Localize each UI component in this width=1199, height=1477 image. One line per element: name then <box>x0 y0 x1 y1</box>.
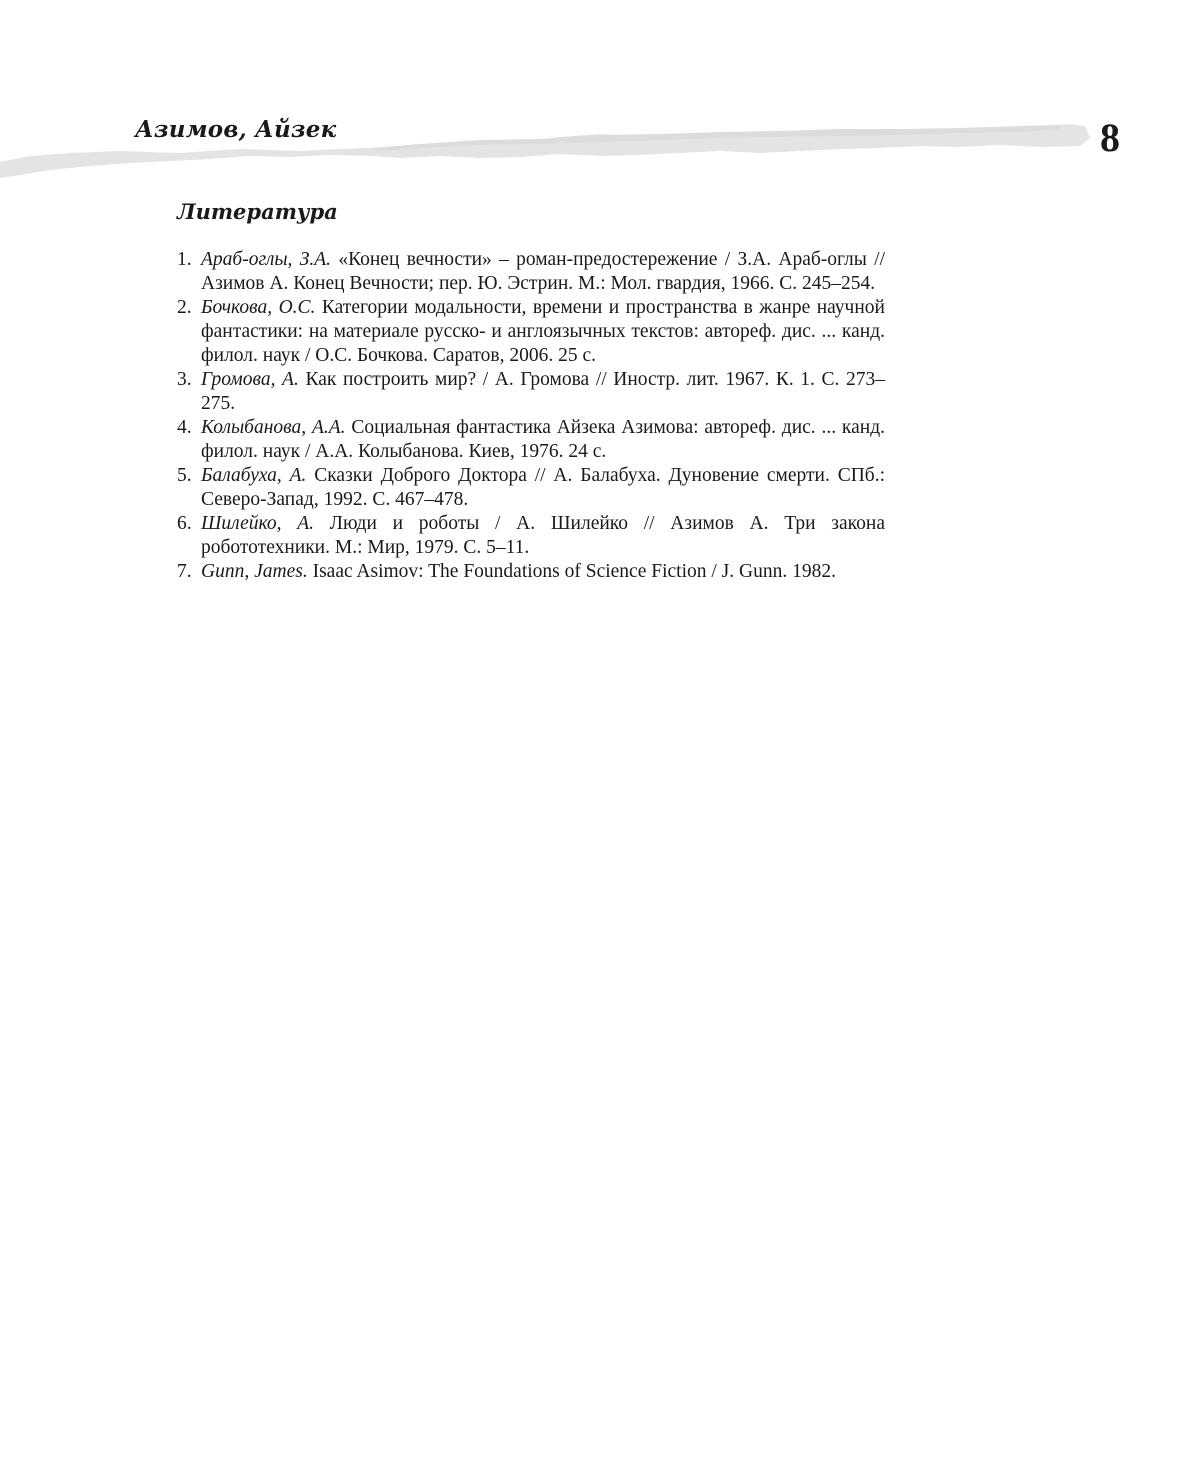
item-number: 6. <box>177 513 192 534</box>
item-text: Люди и роботы / А. Шилейко // Азимов А. Три закона робототехники. М.: Мир, 1979. С. 5–11. <box>201 513 885 558</box>
section-title: Литература <box>177 199 338 224</box>
item-number: 2. <box>177 297 192 318</box>
item-author: Громова, А. <box>201 369 299 390</box>
list-item <box>177 464 885 512</box>
item-author: Балабуха, А. <box>201 465 307 486</box>
list-item <box>177 296 885 368</box>
page-number: 8 <box>1100 115 1120 160</box>
bibliography-list <box>177 248 885 584</box>
item-number: 5. <box>177 465 192 486</box>
list-item <box>177 512 885 560</box>
item-number: 1. <box>177 249 192 270</box>
item-text: Isaac Asimov: The Foundations of Science Fiction / J. Gunn. 1982. <box>312 561 836 582</box>
list-item <box>177 248 885 296</box>
list-item <box>177 560 885 584</box>
item-author: Араб-оглы, З.А. <box>201 249 332 270</box>
list-item <box>177 416 885 464</box>
item-author: Колыбанова, А.А. <box>201 417 346 438</box>
item-author: Шилейко, А. <box>201 513 314 534</box>
list-item <box>177 368 885 416</box>
item-author: Gunn, James. <box>201 561 308 582</box>
item-author: Бочкова, О.С. <box>201 297 316 318</box>
item-number: 4. <box>177 417 192 438</box>
item-text: Как построить мир? / А. Громова // Иностр. лит. 1967. К. 1. С. 273–275. <box>201 369 886 414</box>
item-number: 7. <box>177 561 192 582</box>
item-text: «Конец вечности» – роман-предостережение / З.А. Араб-оглы // Азимов А. Конец Вечности; пер. Ю. Эстрин. М.: Мол. гвардия, 1966. С. 245–254. <box>201 249 885 294</box>
item-text: Категории модальности, времени и пространства в жанре научной фантастики: на материале русско- и англоязычных текстов: автореф. дис. ... канд. филол. наук / О.С. Бочкова. Саратов, 2006. 25 с. <box>201 297 885 366</box>
item-number: 3. <box>177 369 192 390</box>
item-text: Сказки Доброго Доктора // А. Балабуха. Дуновение смерти. СПб.: Северо-Запад, 1992. С. 467–478. <box>201 465 886 510</box>
item-text: Социальная фантастика Айзека Азимова: автореф. дис. ... канд. филол. наук / А.А. Колыбанова. Киев, 1976. 24 с. <box>201 417 885 462</box>
running-head: Азимов, Айзек <box>135 116 337 143</box>
